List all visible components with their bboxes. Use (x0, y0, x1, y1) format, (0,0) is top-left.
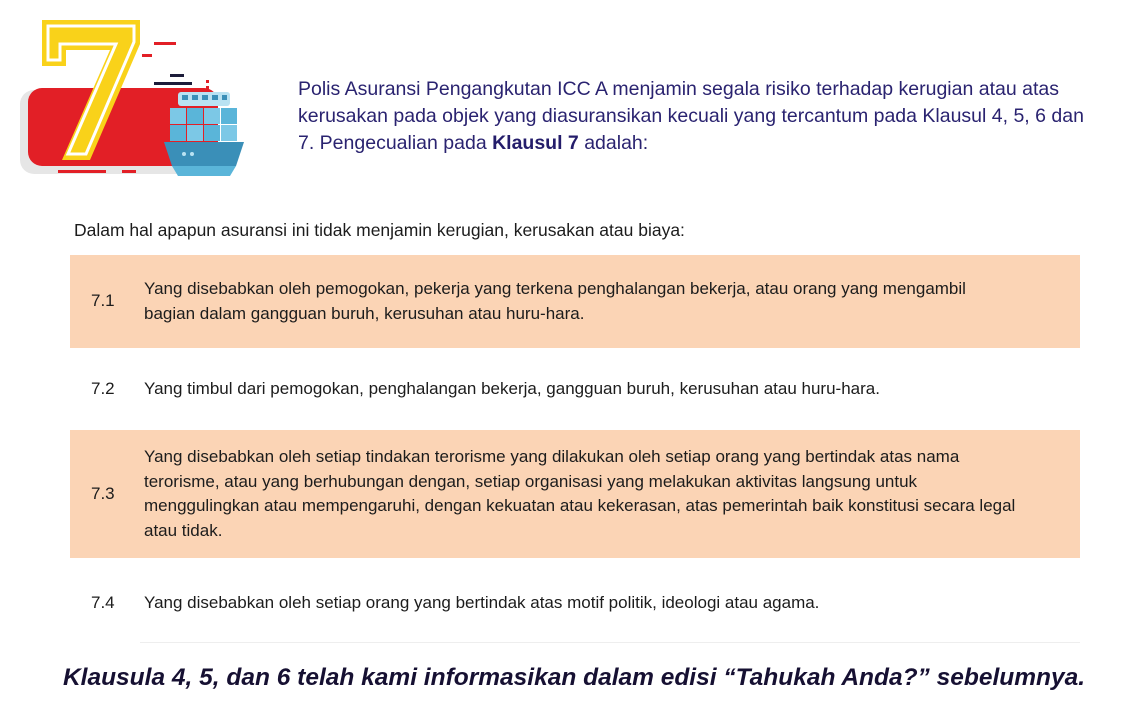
intro-paragraph (298, 76, 1103, 157)
clause-number: 7.2 (91, 378, 115, 398)
divider (140, 642, 1080, 643)
clause-item-7-4 (70, 558, 1080, 648)
clause-text: Yang disebabkan oleh pemogokan, pekerja yang terkena penghalangan bekerja, atau orang yang mengambil bagian dalam gangguan buruh, kerusuhan atau huru-hara. (144, 279, 966, 323)
intro-text: Polis Asuransi Pengangkutan ICC A menjamin segala risiko terhadap kerugian atau atas kerusakan pada objek yang diasuransikan kecuali yang tercantum pada Klausul 4, 5, 6 dan 7. Pengecualian pada (298, 78, 1084, 154)
clause-item-7-3 (70, 430, 1080, 558)
clause-item-7-1 (70, 255, 1080, 348)
cargo-ship-icon (164, 90, 244, 180)
clause-number: 7.1 (91, 291, 115, 311)
intro-ending: adalah: (578, 132, 649, 154)
clause-7-logo (18, 14, 248, 184)
lead-text: Dalam hal apapun asuransi ini tidak menjamin kerugian, kerusakan atau biaya: (74, 220, 685, 240)
clause-text: Yang disebabkan oleh setiap tindakan terorisme yang dilakukan oleh setiap orang yang bertindak atas nama terorisme, atau yang berhubungan dengan, setiap organisasi yang melakukan aktivitas langsung untuk menggulingkan atau mempengaruhi, dengan kekuatan atau kekerasan, atas pemerintah baik konstitusi secara legal atau tidak. (144, 447, 1016, 540)
clause-text: Yang timbul dari pemogokan, penghalangan bekerja, gangguan buruh, kerusuhan atau huru-hara. (144, 378, 880, 398)
clause-item-7-2 (70, 348, 1080, 430)
clause-number: 7.3 (91, 483, 115, 503)
clause-text: Yang disebabkan oleh setiap orang yang bertindak atas motif politik, ideologi atau agama. (144, 592, 820, 612)
clause-number: 7.4 (91, 592, 115, 612)
footer-note: Klausula 4, 5, dan 6 telah kami informasikan dalam edisi “Tahukah Anda?” sebelumnya. (62, 664, 1086, 691)
intro-clause-ref: Klausul 7 (492, 132, 579, 154)
clause-list (70, 255, 1080, 648)
